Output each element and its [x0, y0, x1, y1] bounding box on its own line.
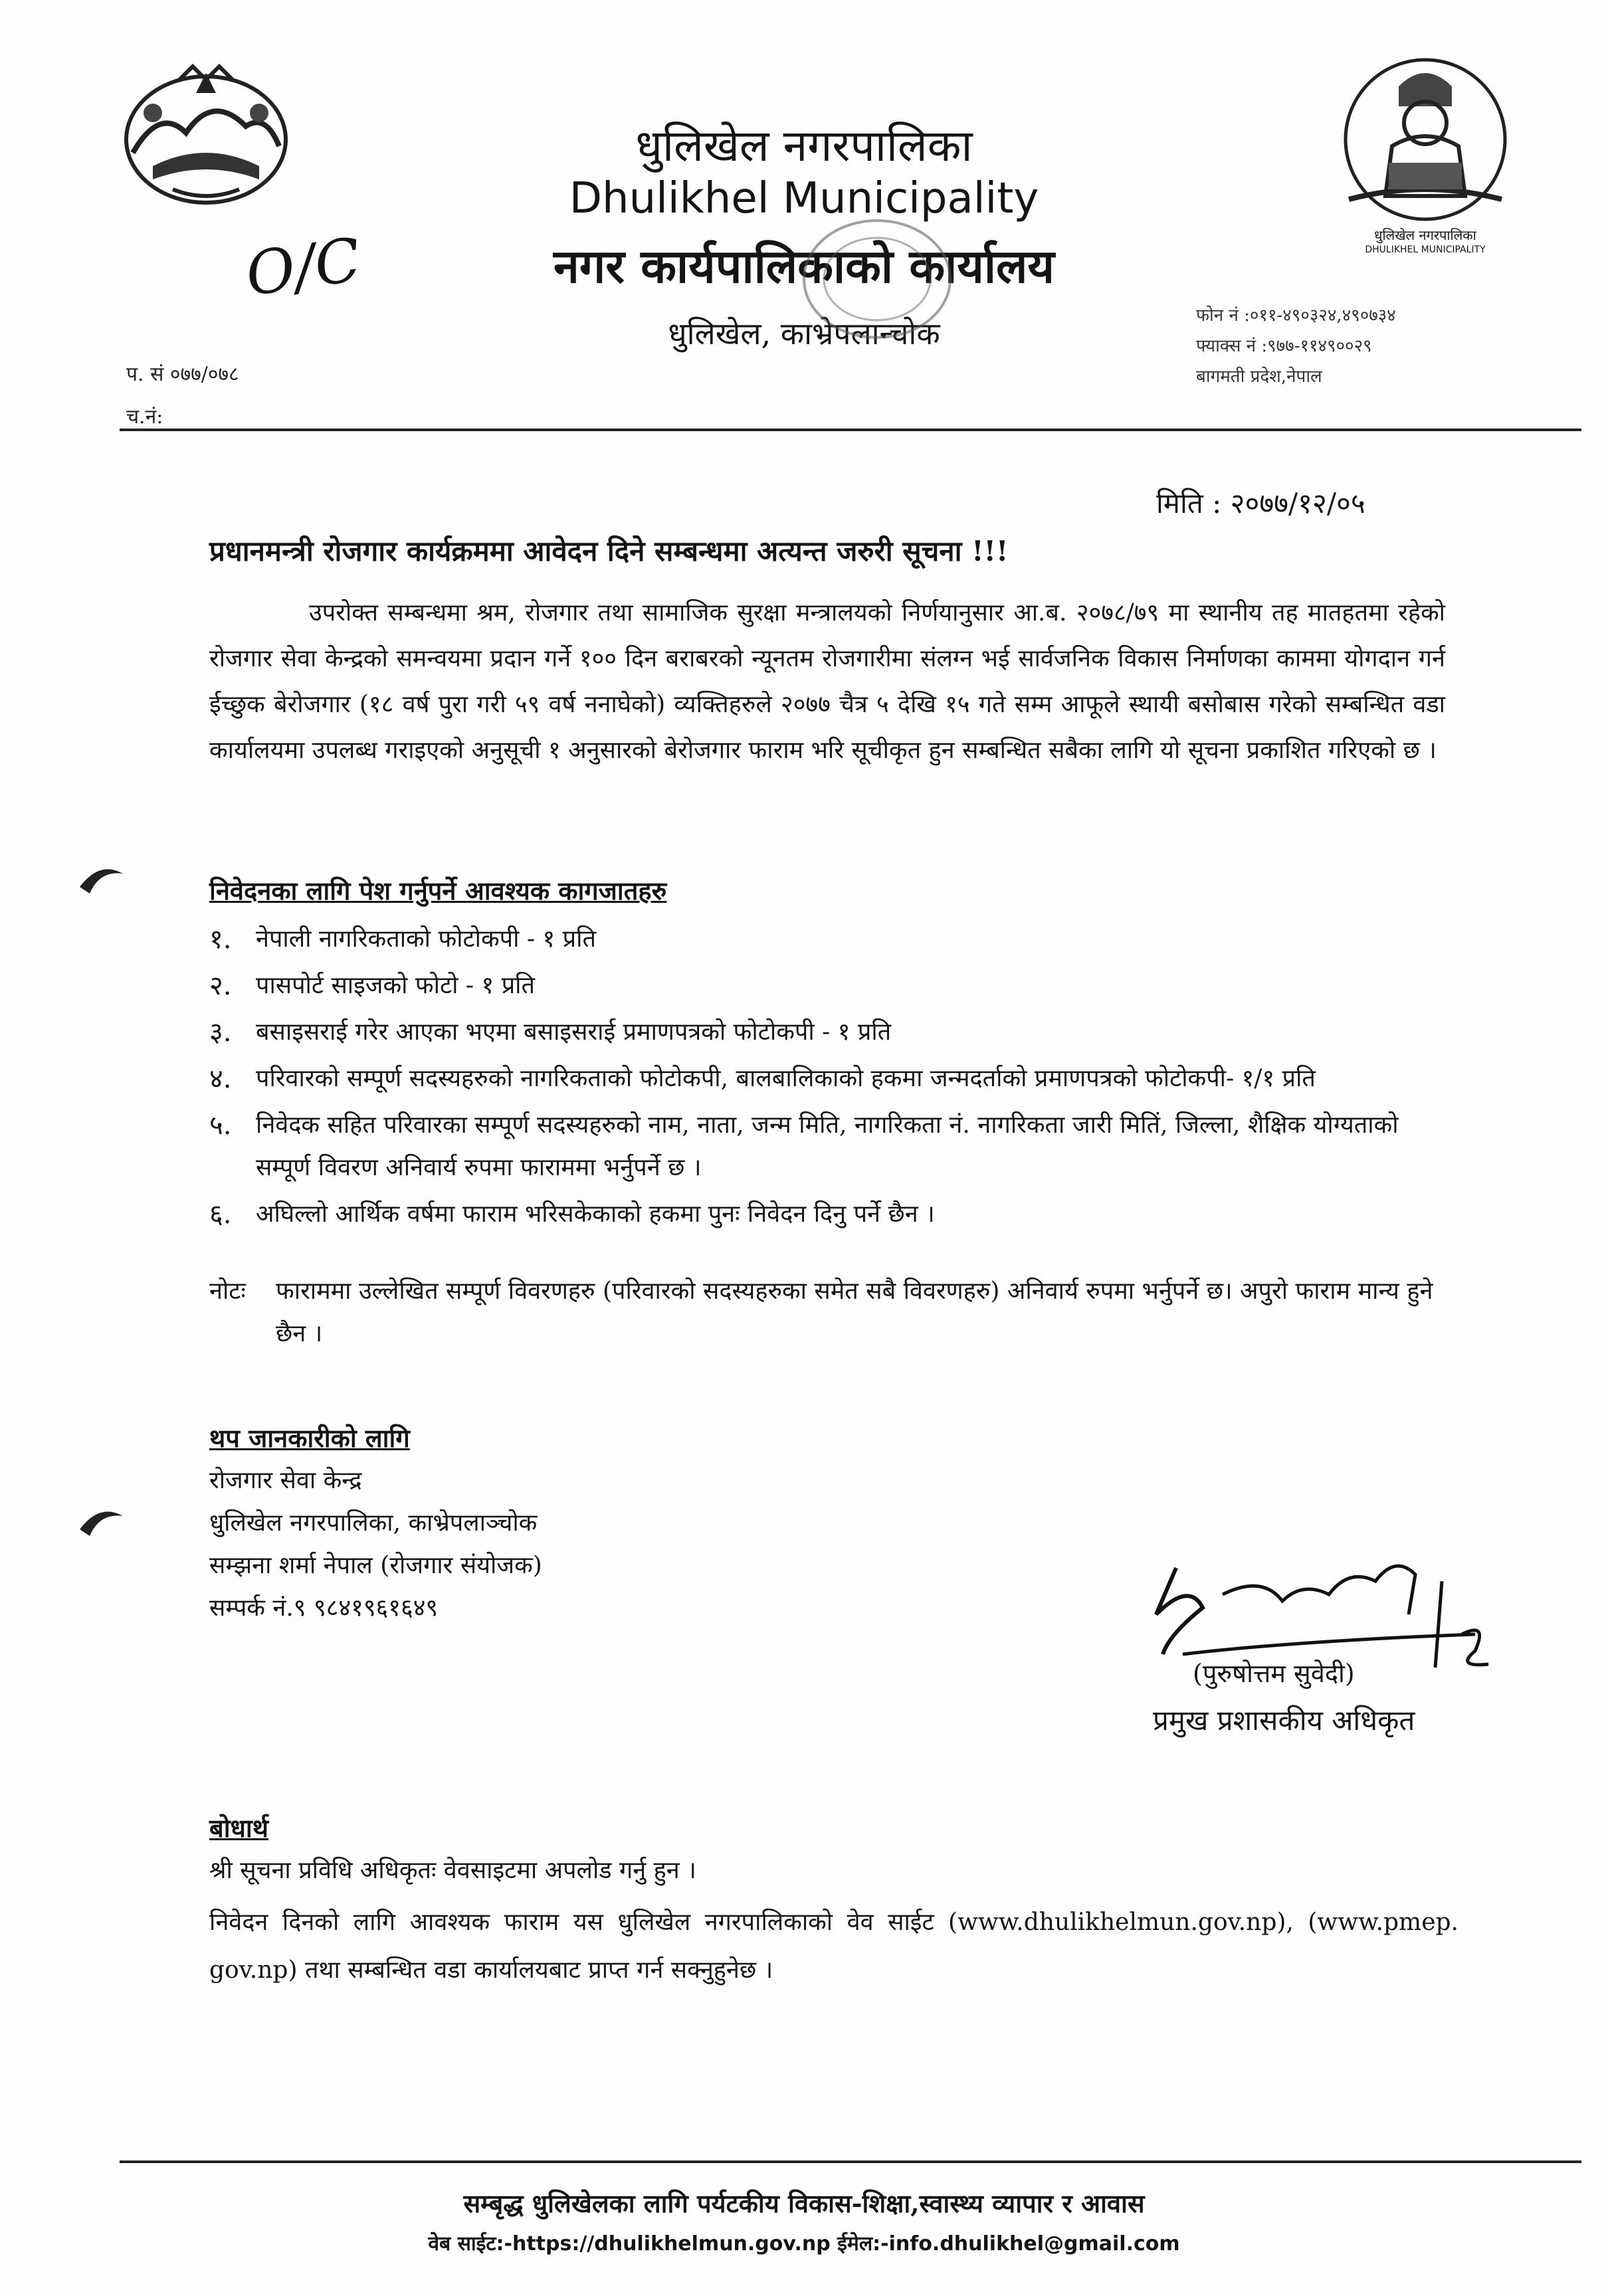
dispatch-number: च.नं:: [126, 405, 163, 429]
documents-list: [209, 918, 1445, 1240]
letter-date: मिति : २०७७/१२/०५: [1156, 487, 1365, 520]
reference-block: [126, 353, 239, 438]
office-stamp-icon: [797, 213, 957, 345]
footer-slogan: सम्बृद्ध धुलिखेलका लागि पर्यटकीय विकास-शिक्षा,स्वास्थ्य व्यापार र आवास: [463, 2188, 1145, 2218]
footer-divider: [120, 2160, 1581, 2163]
right-logo-caption-en: DHULIKHEL MUNICIPALITY: [1365, 244, 1486, 255]
cc-block: [209, 1807, 696, 1892]
note-text: फाराममा उल्लेखित सम्पूर्ण विवरणहरु (परिवारको सदस्यहरुका समेत सबै विवरणहरु) अनिवार्य रुपमा भर्नुपर्ने छ। अपुरो फाराम मान्य हुने छैन ।: [276, 1278, 1433, 1347]
province: बागमती प्रदेश,नेपाल: [1196, 367, 1322, 387]
info-line: सम्झना शर्मा नेपाल (रोजगार संयोजक): [209, 1552, 542, 1579]
contact-block: [1196, 300, 1396, 392]
punch-hole-icon: [73, 860, 126, 900]
fax-number: फ्याक्स नं :९७७-११४९००२९: [1196, 336, 1372, 356]
list-item: ३. बसाइसराई गरेर आएका भएमा बसाइसराई प्रमाणपत्रको फोटोकपी - १ प्रति: [209, 1017, 892, 1048]
list-item: २. पासपोर्ट साइजको फोटो - १ प्रति: [209, 971, 536, 1001]
office-address: धुलिखेल, काभ्रेपलान्चोक: [668, 316, 940, 351]
handwritten-mark: O/C: [241, 225, 365, 310]
punch-hole-icon: [73, 1503, 126, 1543]
info-line: धुलिखेल नगरपालिका, काभ्रेपलाञ्चोक: [209, 1509, 538, 1537]
municipality-logo-icon: [1329, 47, 1522, 246]
municipality-name-en: Dhulikhel Municipality: [569, 174, 1039, 223]
list-item: ४. परिवारको सम्पूर्ण सदस्यहरुको नागरिकताको फोटोकपी, बालबालिकाको हकमा जन्मदर्ताको प्रमाणपत्रको फोटोकपी- १/१ प्रति: [209, 1064, 1316, 1094]
signer-name: (पुरुषोत्तम सुवेदी): [1193, 1659, 1355, 1688]
office-name: नगर कार्यपालिकाको कार्यालय: [553, 239, 1055, 294]
documents-heading: निवेदनका लागि पेश गर्नुपर्ने आवश्यक कागजातहरु: [209, 876, 667, 906]
list-item: ६. अघिल्लो आर्थिक वर्षमा फाराम भरिसकेकाको हकमा पुनः निवेदन दिनु पर्ने छैन ।: [209, 1199, 935, 1230]
header-divider: [120, 429, 1581, 431]
notice-subject: प्रधानमन्त्री रोजगार कार्यक्रममा आवेदन दिने सम्बन्धमा अत्यन्त जरुरी सूचना !!!: [209, 535, 1009, 567]
signer-title: प्रमुख प्रशासकीय अधिकृत: [1153, 1704, 1415, 1737]
note-block: [209, 1270, 1445, 1355]
letter-number: प. सं ०७७/०७८: [126, 363, 239, 386]
list-item: ५. निवेदक सहित परिवारका सम्पूर्ण सदस्यहरुको नाम, नाता, जन्म मिति, नागरिकता नं. नागरिकता जारी मितिं, जिल्ला, शैक्षिक योग्यताको सम्पूर्ण विवरण अनिवार्य रुपमा फाराममा भर्नुपर्ने छ ।: [209, 1110, 1399, 1181]
note-label: नोटः: [209, 1278, 246, 1305]
notice-body: उपरोक्त सम्बन्धमा श्रम, रोजगार तथा सामाजिक सुरक्षा मन्त्रालयको निर्णयानुसार आ.ब. २०७८/७९ मा स्थानीय तह मातहतमा रहेको रोजगार सेवा केन्द्रको समन्वयमा प्रदान गर्ने १०० दिन बराबरको न्यूनतम रोजगारीमा संलग्न भई सार्वजनिक विकास निर्माणका काममा योगदान गर्न ईच्छुक बेरोजगार (१८ वर्ष पुरा गरी ५९ वर्ष ननाघेको) व्यक्तिहरुले २०७७ चैत्र ५ देखि १५ गते सम्म आफूले स्थायी बसोबास गरेको सम्बन्धित वडा कार्यालयमा उपलब्ध गराइएको अनुसूची १ अनुसारको बेरोजगार फाराम भरि सूचीकृत हुन सम्बन्धित सबैका लागि यो सूचना प्रकाशित गरिएको छ ।: [209, 599, 1445, 764]
cc-line: श्री सूचना प्रविधि अधिकृतः वेवसाइटमा अपलोड गर्नु हुन ।: [209, 1857, 696, 1884]
info-line: सम्पर्क नं.९ ९८४१९६१६४९: [209, 1594, 439, 1622]
cc-heading: बोधार्थ: [209, 1813, 269, 1843]
closing-paragraph: निवेदन दिनको लागि आवश्यक फाराम यस धुलिखेल नगरपालिकाको वेव साईट (www.dhulikhelmun.gov.np), (www.pmep. gov.np) तथा सम्बन्धित वडा कार्यालयबाट प्राप्त गर्न सक्नुहुनेछ ।: [209, 1909, 1458, 1984]
signature-icon: [1130, 1541, 1502, 1674]
info-heading: थप जानकारीको लागि: [209, 1423, 410, 1453]
list-item: १. नेपाली नागरिकताको फोटोकपी - १ प्रति: [209, 924, 596, 955]
phone-number: फोन नं :०११-४९०३२४,४९०७३४: [1196, 306, 1396, 326]
municipality-name-np: धुलिखेल नगरपालिका: [635, 120, 973, 171]
info-line: रोजगार सेवा केन्द्र: [209, 1467, 362, 1494]
contact-info-block: [209, 1417, 542, 1630]
right-logo-caption: धुलिखेल नगरपालिका: [1374, 227, 1476, 243]
footer-web: वेब साईट:-https://dhulikhelmun.gov.np ईमेल:-info.dhulikhel@gmail.com: [428, 2232, 1180, 2255]
